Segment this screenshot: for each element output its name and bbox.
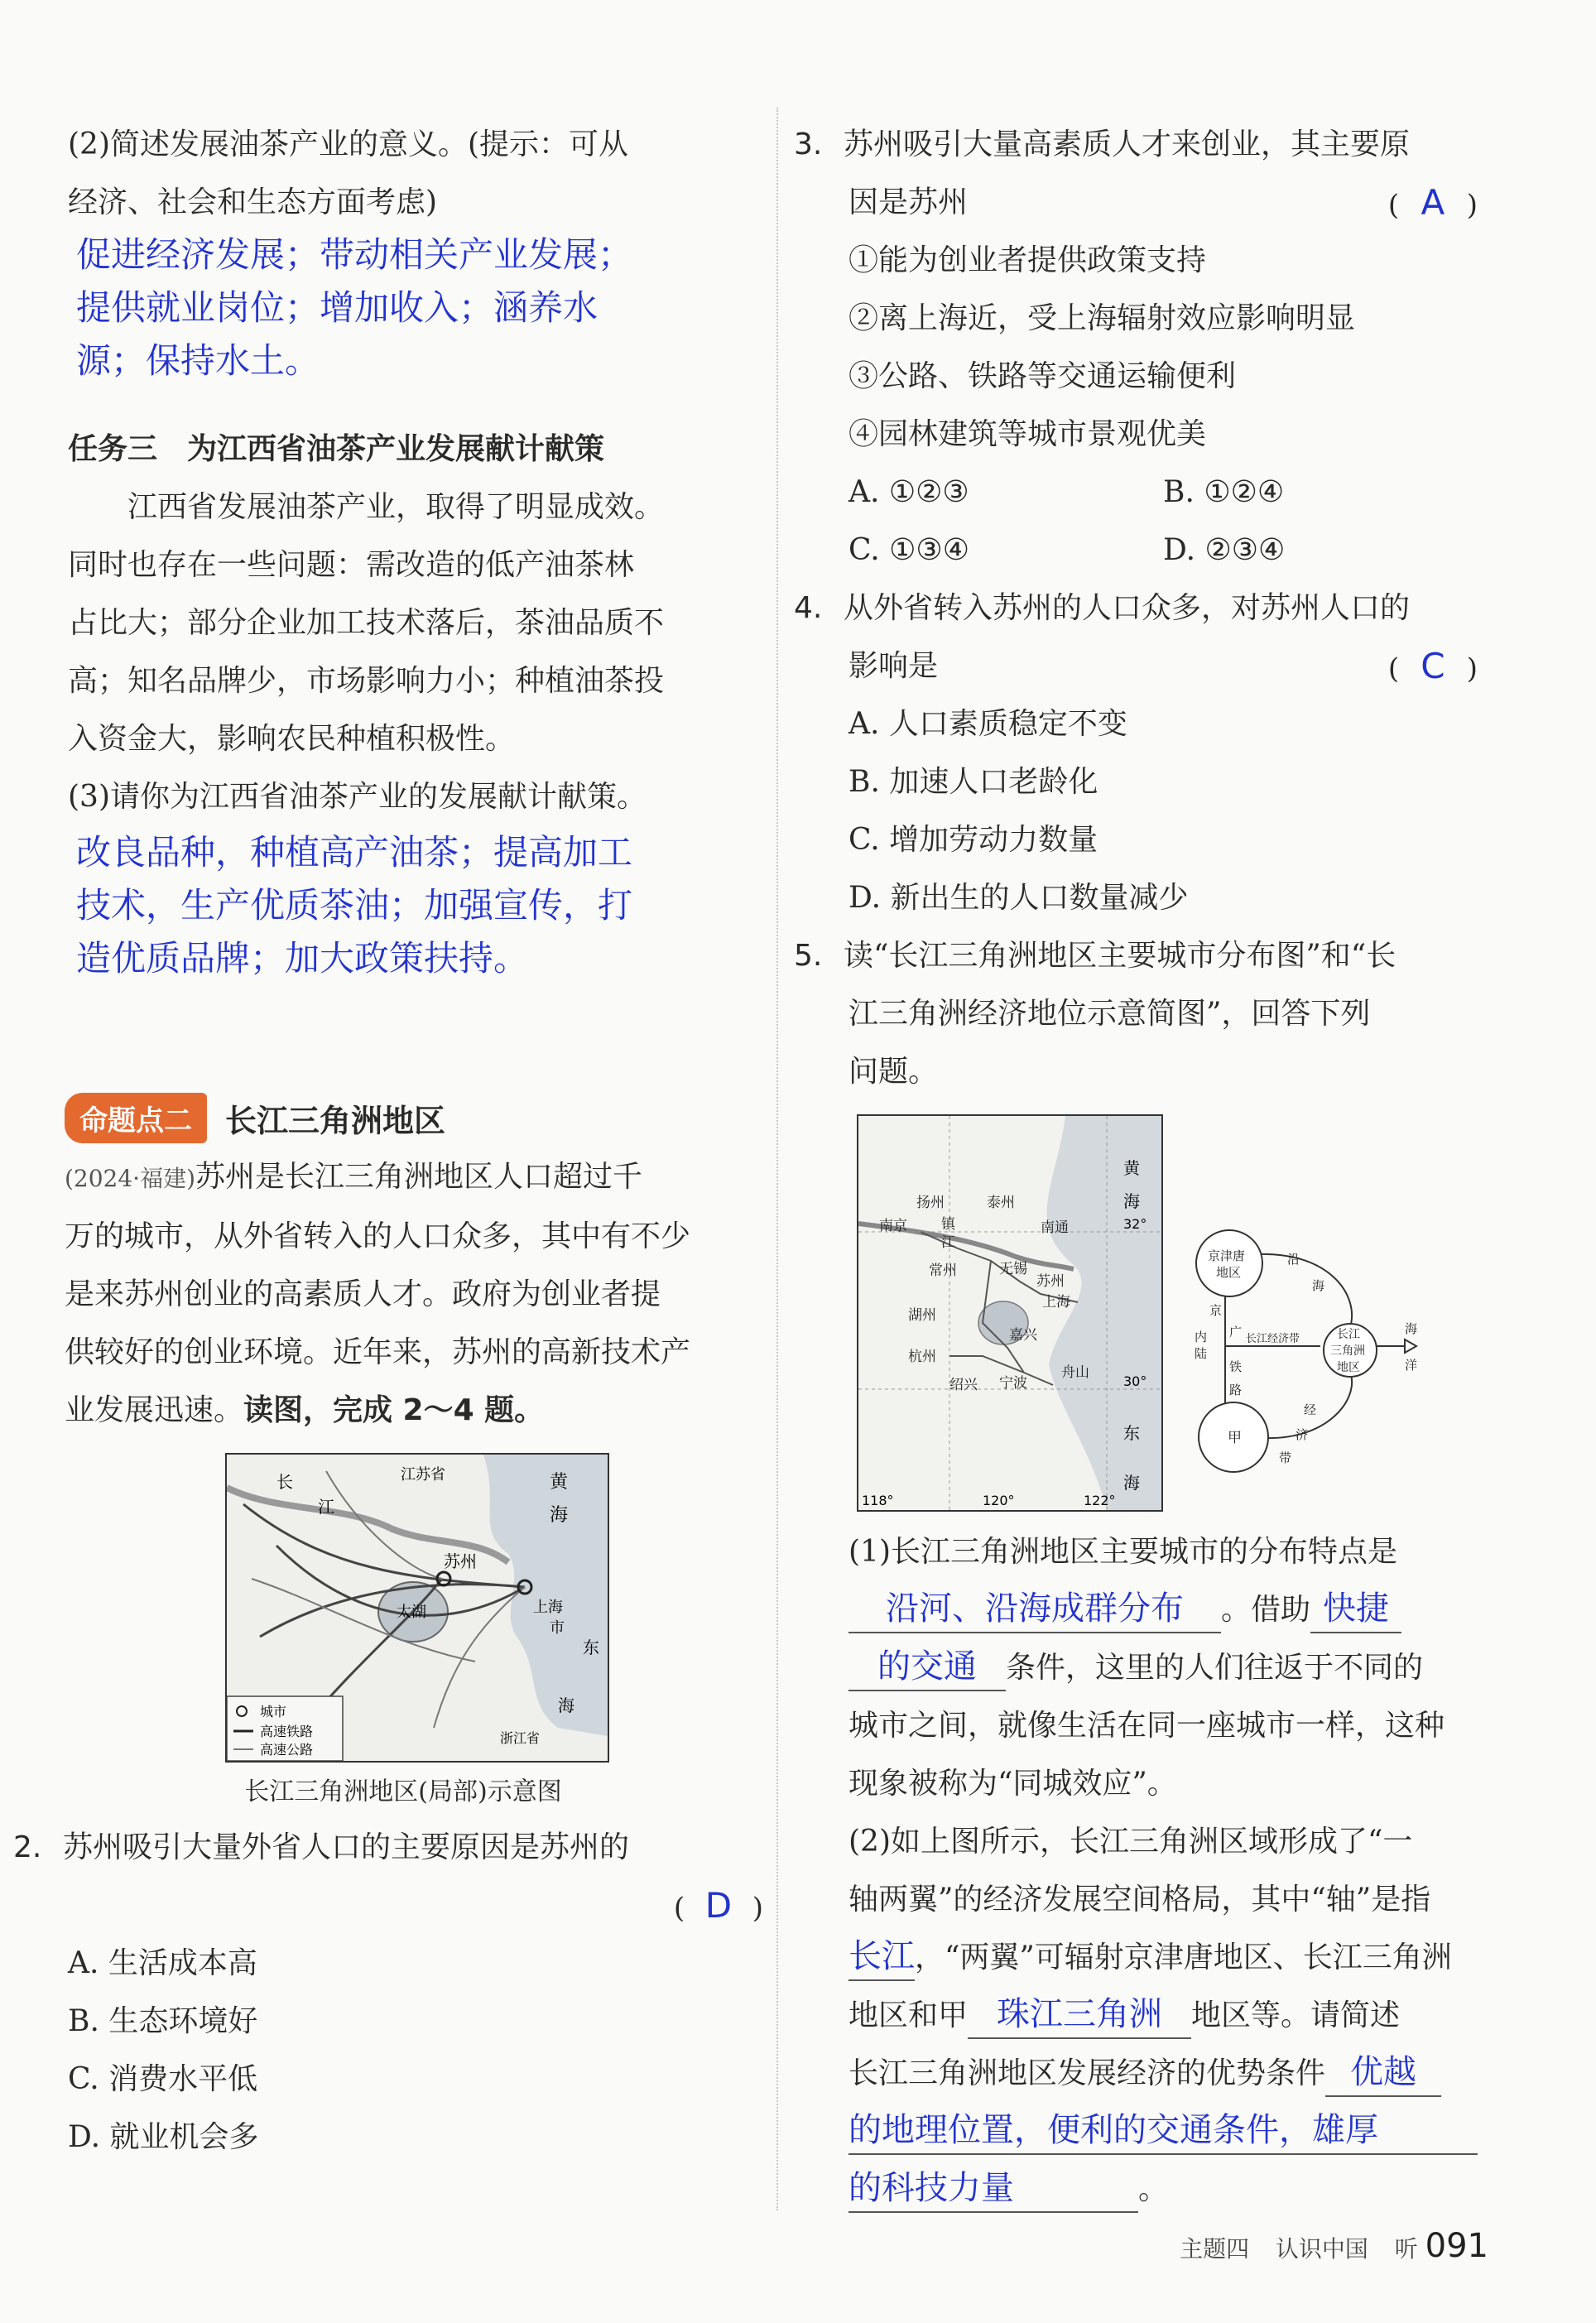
city-label: 湖州: [908, 1307, 936, 1324]
q5-2-blank-advantages[interactable]: 优越: [1325, 2049, 1441, 2097]
map2-svg: [858, 1116, 1161, 1510]
map-label: 长: [276, 1472, 293, 1492]
city-label: 南通: [1041, 1219, 1069, 1236]
diagram-label: 路: [1229, 1383, 1243, 1397]
map-label: 市: [550, 1619, 565, 1637]
q3-item: ④园林建筑等城市景观优美: [848, 417, 1207, 451]
question-5: [794, 927, 1486, 2219]
right-column: [794, 116, 1486, 2219]
q4-stem: 影响是: [848, 649, 939, 683]
city-label: 杭州: [908, 1349, 936, 1365]
diagram-label: 海: [1405, 1321, 1418, 1336]
map-label: 海: [1123, 1473, 1140, 1493]
q5-2-text: (2)如上图所示，长江三角洲区域形成了“一: [848, 1825, 1413, 1859]
q3-item: ③公路、铁路等交通运输便利: [848, 359, 1237, 393]
q3-option: D. ②③④: [1163, 533, 1286, 567]
q3-option: B. ①②④: [1163, 475, 1285, 509]
diagram-label: 济: [1296, 1427, 1309, 1442]
diagram-label: 经: [1304, 1402, 1317, 1417]
q4-number: 4.: [794, 591, 823, 625]
diagram-label: 洋: [1405, 1358, 1418, 1373]
q5-1-text: 城市之间，就像生活在同一座城市一样，这种: [848, 1709, 1445, 1743]
map-label: 120°: [983, 1493, 1015, 1508]
answer-line: 促进经济发展；带动相关产业发展；: [76, 234, 633, 275]
q4-option: D. 新出生的人口数量减少: [848, 881, 1189, 915]
q3-option: C. ①③④: [848, 533, 969, 567]
footer-theme: 主题四: [1180, 2235, 1250, 2263]
map-label: 118°: [862, 1493, 894, 1508]
q2-option: A. 生活成本高: [68, 1946, 257, 1980]
jingjintang-circle: [1196, 1230, 1262, 1296]
task3-line: 高；知名品牌少，市场影响力小；种植油茶投: [68, 664, 665, 698]
diagram-label: 铁: [1229, 1359, 1243, 1374]
q3-number: 3.: [794, 127, 823, 161]
answer-line: 造优质品牌；加大政策扶持。: [76, 938, 529, 979]
diagram-label: 京: [1209, 1303, 1223, 1318]
section-header: [65, 1093, 772, 1143]
q5-2-text: 轴两翼”的经济发展空间格局，其中“轴”是指: [848, 1883, 1431, 1917]
task3-line: 占比大；部分企业加工技术落后，茶油品质不: [68, 606, 665, 640]
legend-label: 城市: [260, 1704, 287, 1719]
q4-option: A. 人口素质稳定不变: [848, 707, 1127, 741]
map-label: 东: [583, 1638, 599, 1657]
q5-1-prompt: (1)长江三角洲地区主要城市的分布特点是: [848, 1535, 1397, 1569]
question-2: [13, 1819, 772, 2167]
city-label: 扬州: [916, 1195, 945, 1211]
left-column: [13, 116, 772, 2167]
q5-2-text: ，“两翼”可辐射京津唐地区、长江三角洲: [915, 1941, 1452, 1974]
q2-prompt-line2: 经济、社会和生态方面考虑): [68, 185, 438, 219]
q4-answer-letter: C: [1421, 646, 1445, 686]
city-label: 嘉兴: [1009, 1327, 1037, 1344]
city-label: 宁波: [999, 1375, 1027, 1392]
q5-2-blank-axis[interactable]: 长江: [848, 1933, 915, 1981]
q4-option: C. 增加劳动力数量: [848, 823, 1098, 857]
q5-1-blank-transport[interactable]: 快捷: [1310, 1585, 1401, 1633]
intro-line: 是来苏州创业的高素质人才。政府为创业者提: [65, 1277, 661, 1311]
intro-line: 供较好的创业环境。近年来，苏州的高新技术产: [65, 1335, 691, 1369]
question-4: [794, 580, 1486, 927]
answer-line: 改良品种，种植高产油茶；提高加工: [76, 832, 633, 873]
map-label: 黄: [1123, 1158, 1140, 1178]
task3-line: 入资金大，影响农民种植积极性。: [68, 722, 516, 756]
q5-2-blank-advantages-cont[interactable]: 的地理位置，便利的交通条件，雄厚: [848, 2107, 1478, 2155]
intro-source: (2024·福建): [65, 1165, 196, 1192]
yangtze-delta-partial-map: [225, 1453, 609, 1763]
intro-instruction: 读图，完成 2～4 题。: [243, 1393, 545, 1427]
q3-handwritten-answer: [68, 826, 772, 985]
diagram-label: 京津唐: [1208, 1248, 1246, 1263]
diagram-label: 广: [1229, 1325, 1243, 1339]
intro-line: 万的城市，从外省转入的人口众多，其中有不少: [65, 1219, 691, 1253]
q4-option: B. 加速人口老龄化: [848, 765, 1098, 799]
legend-label: 高速公路: [260, 1742, 314, 1758]
q5-1-text: 现象被称为“同城效应”。: [848, 1767, 1177, 1801]
map-label: 苏州: [444, 1551, 477, 1571]
map-label: 黄: [550, 1472, 569, 1493]
q3-prompt: (3)请你为江西省油茶产业的发展献计献策。: [68, 780, 647, 814]
city-label: 舟山: [1061, 1364, 1089, 1381]
q5-1-text: 条件，这里的人们往返于不同的: [1006, 1651, 1424, 1685]
q5-part2: [848, 1813, 1486, 2219]
economic-position-diagram: [1188, 1222, 1428, 1479]
map1-caption: 长江三角洲地区(局部)示意图: [244, 1777, 562, 1806]
city-label: 镇: [941, 1216, 955, 1233]
yangtze-delta-cities-map: [857, 1114, 1163, 1512]
q5-1-blank-distribution[interactable]: 沿河、沿海成群分布: [848, 1585, 1221, 1633]
intro-line: 苏州是长江三角洲地区人口超过千: [195, 1160, 643, 1194]
city-label: 绍兴: [949, 1377, 978, 1393]
map-label: 海: [550, 1505, 569, 1526]
intro-line: 业发展迅速。: [65, 1393, 244, 1427]
diagram-svg: [1188, 1222, 1428, 1479]
q2-option: B. 生态环境好: [68, 2004, 258, 2038]
map-label: 上海: [533, 1599, 563, 1616]
q4-stem: 从外省转入苏州的人口众多，对苏州人口的: [844, 591, 1411, 625]
q2-option: C. 消费水平低: [68, 2062, 258, 2096]
map1-svg: [227, 1455, 608, 1761]
q5-part1: [848, 1523, 1486, 1813]
map-label: 太湖: [397, 1604, 426, 1621]
map-label: 30°: [1123, 1373, 1147, 1389]
q5-2-blank-jia[interactable]: 珠江三角洲: [968, 1991, 1191, 2039]
city-label: 南京: [879, 1218, 907, 1234]
answer-line: 源；保持水土。: [76, 340, 320, 381]
footer-ting: 听: [1394, 2235, 1418, 2263]
q3-option: A. ①②③: [848, 475, 969, 509]
q5-2-text: 地区等。请简述: [1191, 1998, 1401, 2032]
q5-2-text: 长江三角洲地区发展经济的优势条件: [848, 2056, 1326, 2090]
task3-line: 同时也存在一些问题：需改造的低产油茶林: [68, 548, 635, 582]
q3-answer-letter: A: [1421, 182, 1445, 223]
diagram-label: 陆: [1195, 1346, 1208, 1361]
diagram-label: 海: [1312, 1278, 1325, 1293]
map-label: 浙江省: [500, 1730, 541, 1746]
q2-number: 2.: [13, 1830, 42, 1864]
answer-line: 提供就业岗位；增加收入；涵养水: [76, 287, 598, 328]
q3-stem: 苏州吸引大量高素质人才来创业，其主要原: [844, 127, 1411, 161]
q5-2-text: 。: [1138, 2172, 1169, 2206]
q5-figures: [857, 1114, 1486, 1512]
q2-handwritten-answer: [68, 228, 772, 387]
q2-answer-letter: D: [704, 1885, 733, 1926]
q2-stem: 苏州吸引大量外省人口的主要原因是苏州的: [63, 1830, 630, 1864]
q5-2-text: 地区和甲: [848, 1998, 969, 2032]
q5-1-text: 。借助: [1221, 1593, 1311, 1627]
q2-answer-paren: ( D ): [674, 1877, 763, 1937]
q5-stem: 问题。: [848, 1055, 939, 1089]
map-label: 东: [1123, 1423, 1140, 1443]
footer-title: 认识中国: [1275, 2235, 1368, 2263]
intro-passage: [65, 1148, 772, 1440]
city-label: 泰州: [987, 1195, 1015, 1211]
q3-stem: 因是苏州: [848, 185, 969, 219]
diagram-label: 带: [1279, 1450, 1292, 1465]
legend-label: 高速铁路: [260, 1724, 314, 1739]
map-label: 江: [318, 1497, 334, 1517]
diagram-label: 地区: [1216, 1265, 1242, 1280]
diagram-label: 甲: [1228, 1430, 1242, 1446]
q5-stem: 读“长江三角洲地区主要城市分布图”和“长: [844, 939, 1396, 973]
city-label: 无锡: [999, 1261, 1027, 1277]
diagram-label: 沿: [1287, 1252, 1300, 1267]
q2-option: D. 就业机会多: [68, 2120, 259, 2154]
column-divider: [776, 108, 778, 2210]
task3-title: 任务三 为江西省油茶产业发展献计献策: [68, 432, 605, 466]
q5-stem: 江三角洲经济地位示意简图”，回答下列: [848, 997, 1371, 1031]
diagram-label: 地区: [1337, 1361, 1360, 1374]
section-badge: 命题点二: [65, 1093, 207, 1143]
q5-2-blank-advantages-end[interactable]: 的科技力量: [848, 2165, 1138, 2213]
q5-number: 5.: [794, 939, 823, 973]
task3-text: [68, 479, 772, 768]
diagram-label: 内: [1195, 1330, 1208, 1344]
map-label: 32°: [1123, 1216, 1147, 1232]
map-label: 海: [1123, 1191, 1140, 1211]
city-label: 江: [941, 1234, 955, 1251]
diagram-label: 长江经济带: [1246, 1333, 1300, 1345]
city-label: 苏州: [1036, 1273, 1065, 1290]
section-title: 长江三角洲地区: [225, 1103, 446, 1139]
q4-answer-paren: ( C ): [1388, 637, 1478, 698]
diagram-label: 长江: [1337, 1328, 1360, 1341]
q3-item: ②离上海近，受上海辐射效应影响明显: [848, 301, 1356, 335]
arrow-head-icon: [1405, 1339, 1416, 1353]
q5-1-blank-transport-cont[interactable]: 的交通: [848, 1643, 1006, 1691]
question-3: [794, 116, 1486, 580]
diagram-label: 三角洲: [1330, 1344, 1365, 1358]
city-label: 常州: [929, 1262, 957, 1279]
page-number: 091: [1425, 2227, 1488, 2265]
q3-item: ①能为创业者提供政策支持: [848, 243, 1207, 277]
city-label: 上海: [1042, 1294, 1070, 1311]
map-label: 江苏省: [401, 1466, 445, 1484]
map-label: 海: [558, 1695, 574, 1715]
q2-prompt-line1: (2)简述发展油茶产业的意义。(提示：可从: [68, 127, 629, 161]
answer-line: 技术，生产优质茶油；加强宣传，打: [76, 885, 633, 926]
q3-answer-paren: ( A ): [1388, 174, 1478, 234]
task3-line: 江西省发展油茶产业，取得了明显成效。: [127, 490, 665, 524]
map-label: 122°: [1084, 1493, 1116, 1508]
page-footer: [1180, 2227, 1488, 2265]
